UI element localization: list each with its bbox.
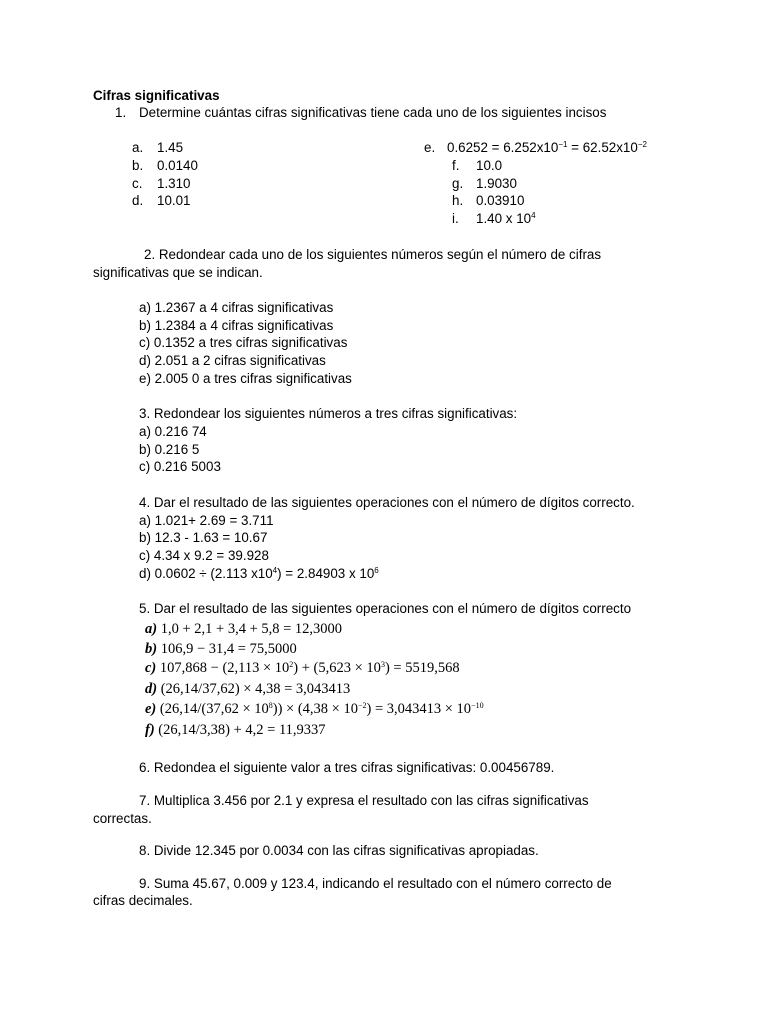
q1-right-value-f: 10.0 xyxy=(476,158,503,173)
q5-item-c: c) $107,868 - (2,113 \times 10^2) + (5,623 \times 10^3) = 5519,568$ xyxy=(145,660,460,676)
q1-text: Determine cuántas cifras significativas tiene cada uno de los siguientes incisos xyxy=(139,105,607,120)
q7-text-line2: correctas. xyxy=(93,811,152,826)
q1-number: 1. xyxy=(115,105,127,120)
q1-left-value-c: 1.310 xyxy=(157,176,191,191)
q5-item-d: d) (26,14/37,62) × 4,38 = 3,043413 xyxy=(145,681,351,697)
q4-text: 4. Dar el resultado de las siguientes operaciones con el número de dígitos correcto. xyxy=(139,495,635,510)
q8-text: 8. Divide 12.345 por 0.0034 con las cifras significativas apropiadas. xyxy=(139,843,539,858)
q1-right-value-h: 0.03910 xyxy=(476,193,525,208)
q1-left-label-d: d. xyxy=(132,193,144,208)
q2-text-line1: 2. Redondear cada uno de los siguientes números según el número de cifras xyxy=(144,247,602,262)
q5-item-a: a) 1,0 + 2,1 + 3,4 + 5,8 = 12,3000 xyxy=(145,621,343,637)
q1-left-value-a: 1.45 xyxy=(157,140,184,155)
q4-item-b: b) 12.3 - 1.63 = 10.67 xyxy=(139,530,268,545)
q4-item-c: c) 4.34 x 9.2 = 39.928 xyxy=(139,548,269,563)
q3-item-b: b) 0.216 5 xyxy=(139,442,200,457)
q2-item-a: a) 1.2367 a 4 cifras significativas xyxy=(139,300,334,315)
q1-right-value-g: 1.9030 xyxy=(476,176,517,191)
q1-right-value-i: 1.40 x $10^4$ xyxy=(476,211,536,226)
q1-right-value-e: $0.6252 = 6.252x10^{-1} = 62.52x10^{-2}$ xyxy=(447,140,647,155)
q5-item-f: f) (26,14/3,38) + 4,2 = 11,9337 xyxy=(145,722,326,738)
q1-left-label-a: a. xyxy=(132,140,144,155)
q1-left-label-b: b. xyxy=(132,158,144,173)
q1-right-label-e: e. xyxy=(424,140,436,155)
q4-item-d: d) 0.0602 ÷ (2.113 $x10^4) = 2.84903$ x $10^6$ xyxy=(139,566,379,581)
q1-left-label-c: c. xyxy=(132,176,143,191)
q2-text-line2: significativas que se indican. xyxy=(93,265,263,280)
q2-item-b: b) 1.2384 a 4 cifras significativas xyxy=(139,318,334,333)
q6-text: 6. Redondea el siguiente valor a tres cifras significativas: 0.00456789. xyxy=(139,760,555,775)
q1-right-label-i: i. xyxy=(452,211,459,226)
q7-text-line1: 7. Multiplica 3.456 por 2.1 y expresa el resultado con las cifras significativas xyxy=(139,793,589,808)
q1-left-value-b: 0.0140 xyxy=(157,158,198,173)
q5-item-b: b) 106,9 − 31,4 = 75,5000 xyxy=(145,641,297,657)
q2-item-e: e) 2.005 0 a tres cifras significativas xyxy=(139,371,352,386)
q9-text-line2: cifras decimales. xyxy=(93,893,193,908)
q2-item-d: d) 2.051 a 2 cifras significativas xyxy=(139,353,326,368)
q3-text: 3. Redondear los siguientes números a tres cifras significativas: xyxy=(139,406,518,421)
q5-text: 5. Dar el resultado de las siguientes operaciones con el número de dígitos correcto xyxy=(139,601,632,616)
q1-right-label-f: f. xyxy=(452,158,460,173)
q3-item-c: c) 0.216 5003 xyxy=(139,459,221,474)
q9-text-line1: 9. Suma 45.67, 0.009 y 123.4, indicando el resultado con el número correcto de xyxy=(139,876,612,891)
q3-item-a: a) 0.216 74 xyxy=(139,424,207,439)
q1-right-label-h: h. xyxy=(452,193,464,208)
q1-right-label-g: g. xyxy=(452,176,464,191)
q5-item-e: e) $(26,14/(37,62 \times 10^8)) \times (4,38 \times 10^{-2}) = 3,043413 \times 10^{-10}$ xyxy=(145,701,484,717)
q2-item-c: c) 0.1352 a tres cifras significativas xyxy=(139,335,348,350)
document-title: Cifras significativas xyxy=(93,88,220,103)
q1-left-value-d: 10.01 xyxy=(157,193,191,208)
q4-item-a: a) 1.021+ 2.69 = 3.711 xyxy=(139,513,274,528)
